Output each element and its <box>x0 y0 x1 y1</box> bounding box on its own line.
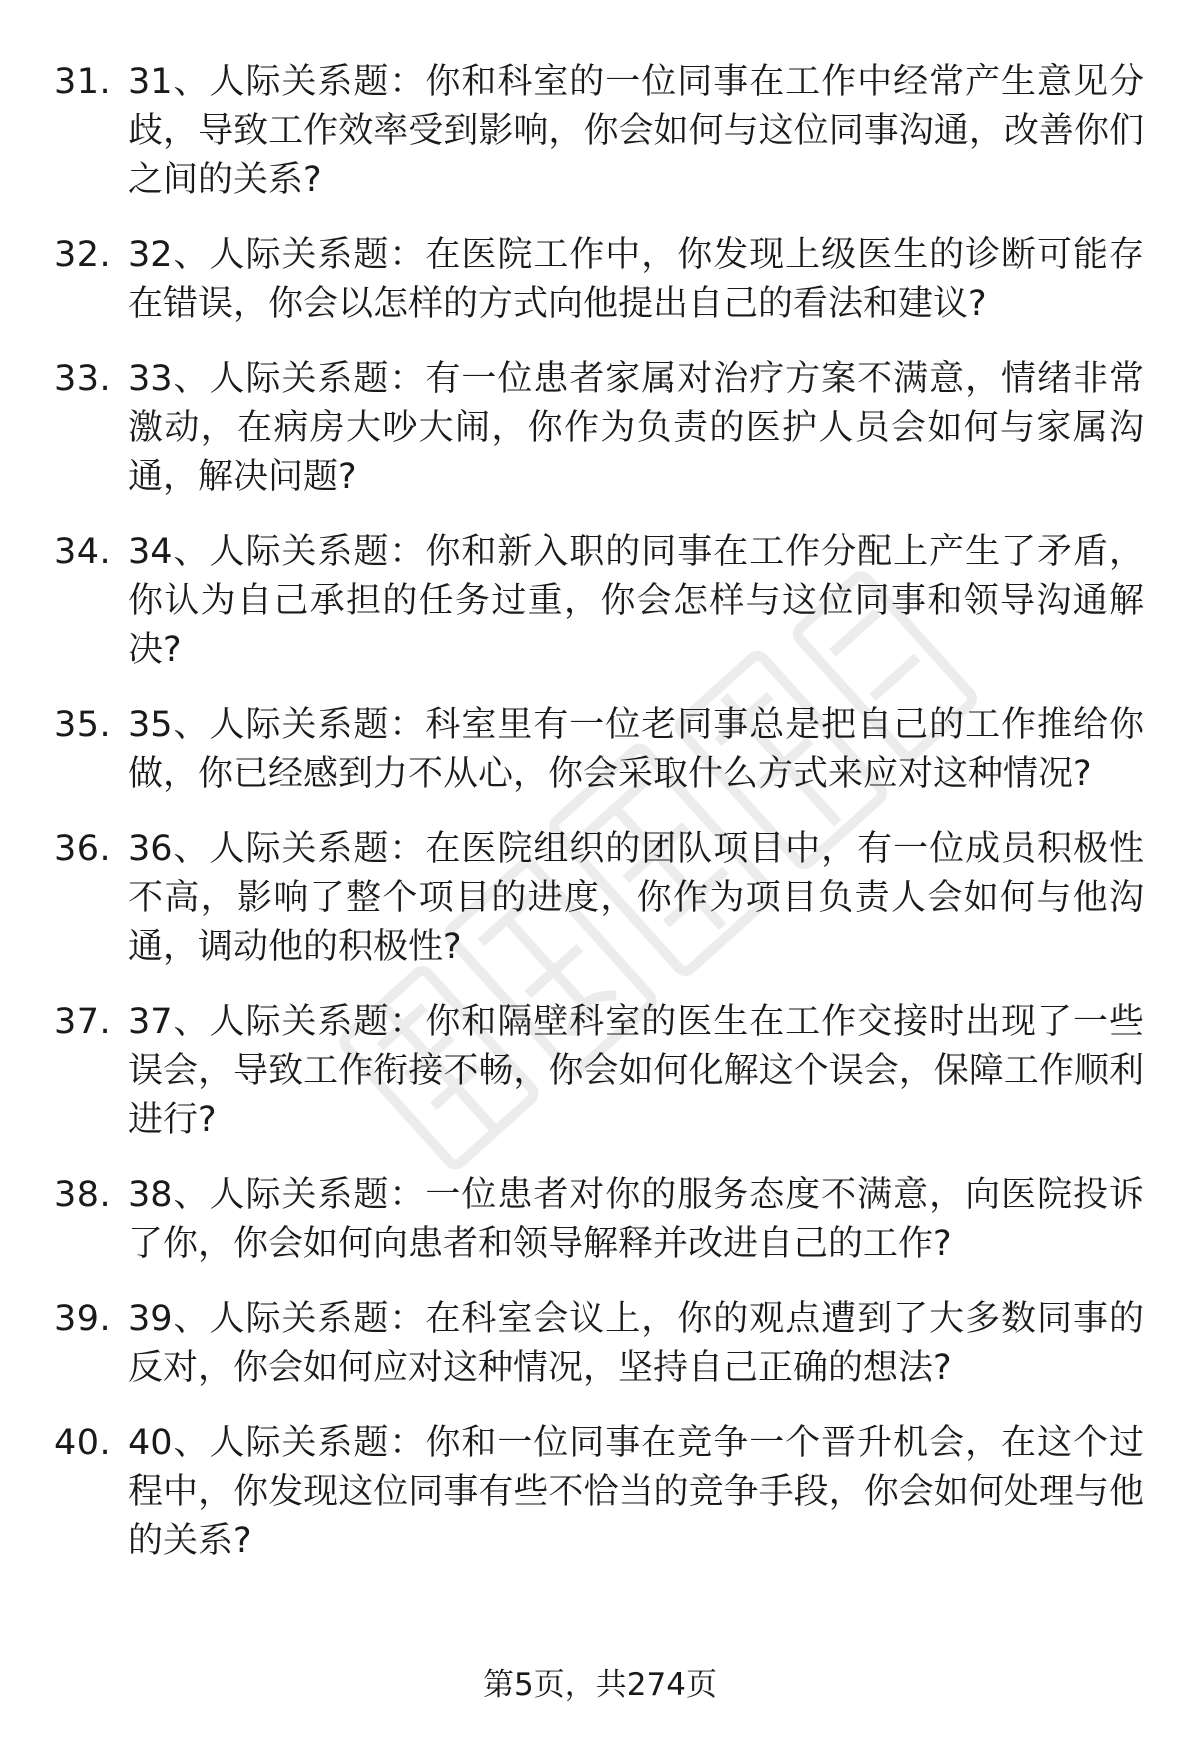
question-item <box>0 701 1200 799</box>
question-text: 32、人际关系题：在医院工作中，你发现上级医生的诊断可能存在错误，你会以怎样的方式向他提出自己的看法和建议? <box>128 235 1144 324</box>
question-text: 39、人际关系题：在科室会议上，你的观点遭到了大多数同事的反对，你会如何应对这种情况，坚持自己正确的想法? <box>128 1299 1144 1388</box>
question-number: 31. <box>54 62 112 102</box>
question-text: 31、人际关系题：你和科室的一位同事在工作中经常产生意见分歧，导致工作效率受到影响，你会如何与这位同事沟通，改善你们之间的关系? <box>128 62 1144 200</box>
question-item <box>0 1295 1200 1393</box>
question-number: 39. <box>54 1299 112 1339</box>
question-text: 38、人际关系题：一位患者对你的服务态度不满意，向医院投诉了你，你会如何向患者和领导解释并改进自己的工作? <box>128 1175 1144 1264</box>
question-item <box>0 998 1200 1145</box>
question-number: 38. <box>54 1175 112 1215</box>
question-list <box>0 58 1200 1592</box>
question-item <box>0 231 1200 329</box>
question-text: 34、人际关系题：你和新入职的同事在工作分配上产生了矛盾，你认为自己承担的任务过重，你会怎样与这位同事和领导沟通解决? <box>128 532 1144 670</box>
question-text: 33、人际关系题：有一位患者家属对治疗方案不满意，情绪非常激动，在病房大吵大闹，你作为负责的医护人员会如何与家属沟通，解决问题? <box>128 359 1144 497</box>
question-text: 35、人际关系题：科室里有一位老同事总是把自己的工作推给你做，你已经感到力不从心，你会采取什么方式来应对这种情况? <box>128 705 1144 794</box>
question-text: 37、人际关系题：你和隔壁科室的医生在工作交接时出现了一些误会，导致工作衔接不畅，你会如何化解这个误会，保障工作顺利进行? <box>128 1002 1144 1140</box>
question-item <box>0 58 1200 205</box>
question-item <box>0 528 1200 675</box>
question-number: 33. <box>54 359 112 399</box>
question-number: 36. <box>54 829 112 869</box>
page-number-footer: 第5页，共274页 <box>483 1667 717 1703</box>
question-number: 32. <box>54 235 112 275</box>
question-item <box>0 1419 1200 1566</box>
question-number: 37. <box>54 1002 112 1042</box>
question-text: 40、人际关系题：你和一位同事在竞争一个晋升机会，在这个过程中，你发现这位同事有些不恰当的竞争手段，你会如何处理与他的关系? <box>128 1423 1144 1561</box>
question-item <box>0 355 1200 502</box>
question-number: 40. <box>54 1423 112 1463</box>
question-item <box>0 1171 1200 1269</box>
question-text: 36、人际关系题：在医院组织的团队项目中，有一位成员积极性不高，影响了整个项目的进度，你作为项目负责人会如何与他沟通，调动他的积极性? <box>128 829 1144 967</box>
question-number: 34. <box>54 532 112 572</box>
question-item <box>0 825 1200 972</box>
question-number: 35. <box>54 705 112 745</box>
